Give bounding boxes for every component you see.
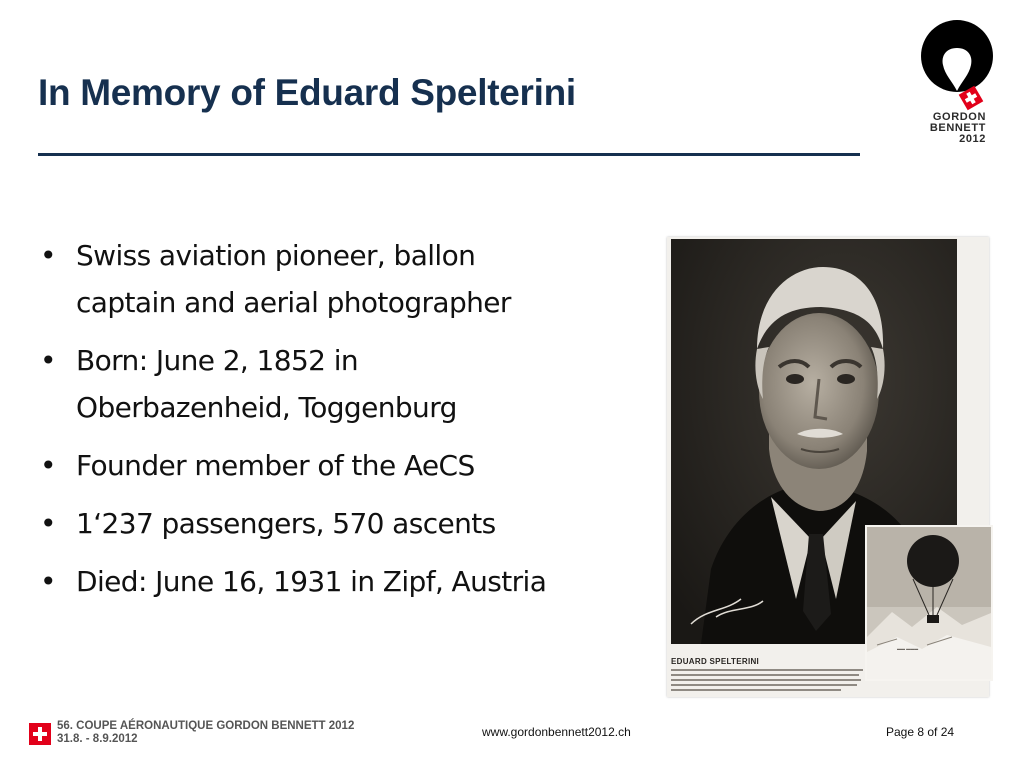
- bullet-item: [40, 442, 640, 489]
- balloon-envelope: [907, 535, 959, 587]
- bullet-text: • Swiss aviation pioneer, ballon: [76, 239, 476, 272]
- bullet-item: [40, 558, 640, 605]
- title-underline: [38, 153, 860, 156]
- footer-event-name: 56. COUPE AÉRONAUTIQUE GORDON BENNETT 2012: [57, 720, 355, 732]
- bullet-item: [40, 337, 640, 431]
- page-number: Page 8 of 24: [886, 725, 955, 739]
- bullet-item: [40, 500, 640, 547]
- logo-text-line: GORDON: [932, 111, 986, 123]
- caption-line: [671, 689, 841, 691]
- logo-text-line: BENNETT: [929, 122, 986, 134]
- footer-event-dates: 31.8. - 8.9.2012: [57, 733, 138, 745]
- bullet-text: • Founder member of the AeCS: [76, 449, 475, 482]
- logo-text-line: 2012: [959, 133, 986, 145]
- footer-website-link[interactable]: www.gordonbennett2012.ch: [482, 725, 631, 739]
- bullet-item: [40, 232, 640, 326]
- caption-line: [671, 684, 857, 686]
- swiss-flag-icon: [29, 723, 51, 745]
- balloon-illustration: [867, 527, 991, 679]
- bullet-list: [40, 232, 640, 616]
- portrait-photo-card: [667, 237, 989, 697]
- caption-line: [671, 674, 859, 676]
- caption-line: [671, 669, 863, 671]
- caption-line: [671, 679, 861, 681]
- photo-credit-decoration: ▬▬ ▬▬▬: [897, 646, 919, 651]
- logo-wordmark: [896, 112, 986, 145]
- bullet-text: Oberbazenheid, Toggenburg: [76, 391, 457, 424]
- photo-caption-name: EDUARD SPELTERINI: [671, 657, 760, 666]
- bullet-text: • Died: June 16, 1931 in Zipf, Austria: [76, 565, 547, 598]
- slide-title: In Memory of Eduard Spelterini: [38, 72, 576, 113]
- bullet-text: captain and aerial photographer: [76, 286, 511, 319]
- footer-event: [57, 720, 354, 746]
- bullet-text: • 1‘237 passengers, 570 ascents: [76, 507, 496, 540]
- photo-caption-text: [671, 669, 863, 694]
- balloon-inset-photo: [865, 525, 993, 681]
- bullet-text: • Born: June 2, 1852 in: [76, 344, 359, 377]
